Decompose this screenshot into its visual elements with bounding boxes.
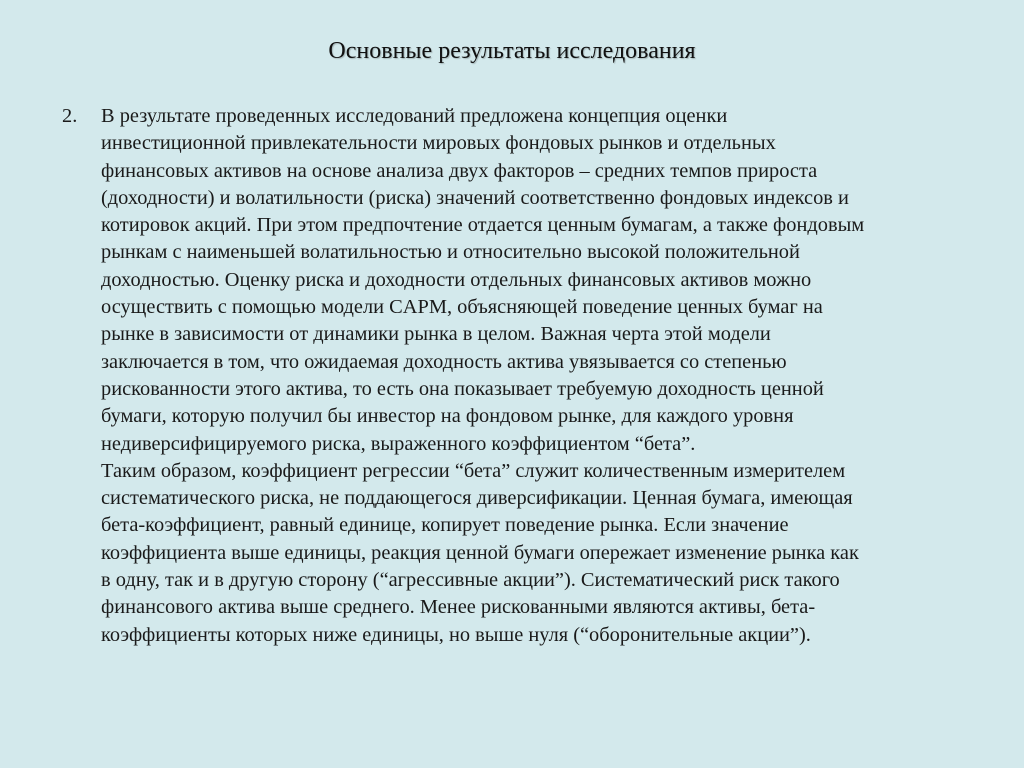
text-line: осуществить с помощью модели CAPM, объясняющей поведение ценных бумаг на — [101, 296, 823, 319]
item-number: 2. — [62, 105, 78, 127]
text-line: рынке в зависимости от динамики рынка в целом. Важная черта этой модели — [101, 323, 771, 346]
text-line: коэффициента выше единицы, реакция ценной бумаги опережает изменение рынка как — [101, 541, 859, 564]
text-line: доходностью. Оценку риска и доходности отдельных финансовых активов можно — [101, 268, 812, 291]
text-line: котировок акций. При этом предпочтение отдается ценным бумагам, а также фондовым — [101, 214, 865, 237]
text-line: В результате проведенных исследований предложена концепция оценки — [101, 105, 728, 127]
text-line: систематического риска, не поддающегося диверсификации. Ценная бумага, имеющая — [101, 487, 853, 510]
text-line: инвестиционной привлекательности мировых фондовых рынков и отдельных — [101, 132, 776, 155]
item-body — [101, 103, 961, 649]
text-line: рискованности этого актива, то есть она показывает требуемую доходность ценной — [101, 377, 824, 400]
text-line: недиверсифицируемого риска, выраженного коэффициентом “бета”. — [101, 432, 696, 455]
text-line: заключается в том, что ожидаемая доходность актива увязывается со степенью — [101, 350, 787, 373]
text-line: в одну, так и в другую сторону (“агрессивные акции”). Систематический риск такого — [101, 569, 840, 592]
text-line: бета-коэффициент, равный единице, копирует поведение рынка. Если значение — [101, 514, 789, 537]
numbered-item — [62, 103, 962, 649]
text-line: бумаги, которую получил бы инвестор на фондовом рынке, для каждого уровня — [101, 405, 794, 428]
text-line: Таким образом, коэффициент регрессии “бета” служит количественным измерителем — [101, 459, 846, 482]
text-line: (доходности) и волатильности (риска) значений соответственно фондовых индексов и — [101, 186, 849, 209]
text-line: рынкам с наименьшей волатильностью и относительно высокой положительной — [101, 241, 800, 264]
text-line: финансовых активов на основе анализа двух факторов – средних темпов прироста — [101, 159, 818, 182]
slide-title: Основные результаты исследования — [328, 38, 696, 64]
text-line: финансового актива выше среднего. Менее рискованными являются активы, бета- — [101, 596, 816, 619]
text-line: коэффициенты которых ниже единицы, но выше нуля (“оборонительные акции”). — [101, 623, 811, 646]
